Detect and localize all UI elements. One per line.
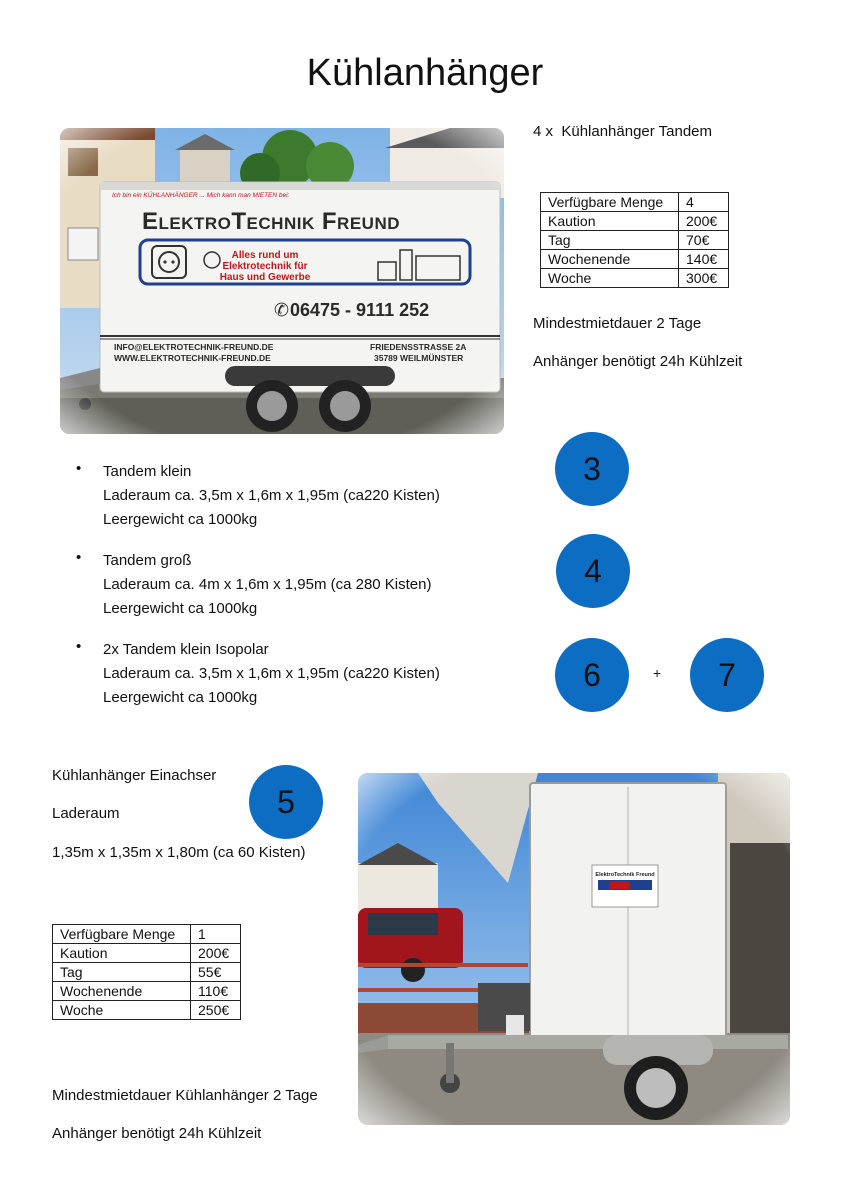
list-item <box>76 638 536 710</box>
table-cell-value: 4 <box>679 193 729 212</box>
single-trailer-image <box>358 773 790 1125</box>
table-cell-label: Woche <box>53 1001 191 1020</box>
table-row <box>541 212 729 231</box>
list-item <box>76 549 536 621</box>
bullet-icon: • <box>76 638 82 655</box>
item-name: 2x Tandem klein Isopolar <box>103 641 269 658</box>
page-title: Kühlanhänger <box>306 52 544 94</box>
table-row <box>53 982 241 1001</box>
table-row <box>53 925 241 944</box>
table-cell-label: Verfügbare Menge <box>53 925 191 944</box>
table-row <box>53 963 241 982</box>
tandem-trailer-photo <box>60 128 504 434</box>
tandem-heading: 4 x Kühlanhänger Tandem <box>533 123 713 140</box>
table-row <box>53 944 241 963</box>
trailer-number-7: 7 <box>690 638 764 712</box>
table-cell-label: Woche <box>541 269 679 288</box>
tandem-spec-list <box>76 460 536 727</box>
single-rates-table <box>52 924 241 1020</box>
single-cargo-size: 1,35m x 1,35m x 1,80m (ca 60 Kisten) <box>52 844 306 861</box>
table-cell-label: Wochenende <box>541 250 679 269</box>
table-row <box>541 193 729 212</box>
table-row <box>541 231 729 250</box>
table-cell-label: Kaution <box>541 212 679 231</box>
table-cell-value: 200€ <box>679 212 729 231</box>
single-cooling-note: Anhänger benötigt 24h Kühlzeit <box>52 1125 262 1142</box>
trailer-number-5: 5 <box>249 765 323 839</box>
table-cell-value: 55€ <box>191 963 241 982</box>
item-name: Tandem klein <box>103 463 192 480</box>
table-cell-label: Kaution <box>53 944 191 963</box>
item-weight: Leergewicht ca 1000kg <box>103 511 258 528</box>
item-cargo: Laderaum ca. 4m x 1,6m x 1,95m (ca 280 Kisten) <box>103 576 432 593</box>
list-item <box>76 460 536 532</box>
trailer-number-6: 6 <box>555 638 629 712</box>
bullet-icon: • <box>76 460 82 477</box>
single-cargo-label: Laderaum <box>52 805 120 822</box>
table-cell-value: 300€ <box>679 269 729 288</box>
table-row <box>53 1001 241 1020</box>
single-min-rent: Mindestmietdauer Kühlanhänger 2 Tage <box>52 1087 318 1104</box>
tandem-rates-table <box>540 192 729 288</box>
table-cell-label: Wochenende <box>53 982 191 1001</box>
table-cell-value: 110€ <box>191 982 241 1001</box>
item-weight: Leergewicht ca 1000kg <box>103 600 258 617</box>
trailer-number-4: 4 <box>556 534 630 608</box>
table-cell-value: 70€ <box>679 231 729 250</box>
item-weight: Leergewicht ca 1000kg <box>103 689 258 706</box>
plus-sign: + <box>653 665 662 681</box>
table-cell-value: 1 <box>191 925 241 944</box>
table-row <box>541 250 729 269</box>
table-cell-label: Tag <box>53 963 191 982</box>
table-cell-label: Verfügbare Menge <box>541 193 679 212</box>
item-name: Tandem groß <box>103 552 192 569</box>
single-heading: Kühlanhänger Einachser <box>52 767 217 784</box>
table-cell-label: Tag <box>541 231 679 250</box>
bullet-icon: • <box>76 549 82 566</box>
table-cell-value: 200€ <box>191 944 241 963</box>
tandem-min-rent: Mindestmietdauer 2 Tage <box>533 315 702 332</box>
table-row <box>541 269 729 288</box>
trailer-number-3: 3 <box>555 432 629 506</box>
table-cell-value: 140€ <box>679 250 729 269</box>
tandem-cooling-note: Anhänger benötigt 24h Kühlzeit <box>533 353 743 370</box>
tandem-trailer-image <box>60 128 504 434</box>
table-cell-value: 250€ <box>191 1001 241 1020</box>
single-trailer-photo <box>358 773 790 1125</box>
item-cargo: Laderaum ca. 3,5m x 1,6m x 1,95m (ca220 Kisten) <box>103 665 440 682</box>
item-cargo: Laderaum ca. 3,5m x 1,6m x 1,95m (ca220 Kisten) <box>103 487 440 504</box>
